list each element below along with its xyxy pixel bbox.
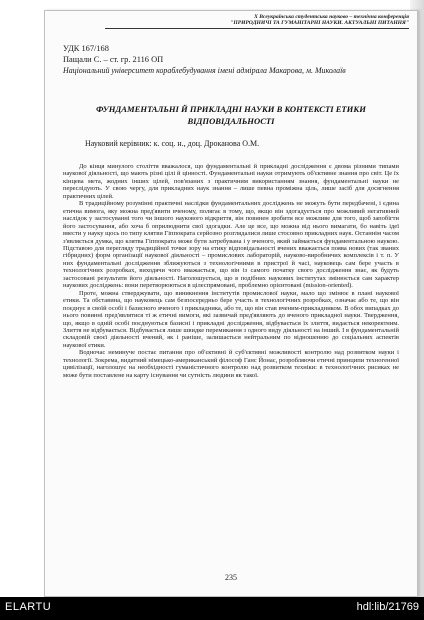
page-number: 235 <box>225 573 237 582</box>
paragraph: В традиційному розумінні практичні наслідки фундаментальних досліджень не можуть бути передбачені, і єдина етична вимога, яку можна пред'явити вченому, полягає в тому, що, якщо він здогадується про можливий негативний наслідок у застосуванні того чи іншого наукового відкриття, він повинен зробити все можливе для того, щоб запобігти його застосування, або хоча б оприлюднити свої здогадки. Але це все, що можна від нього вимагати, бо навіть ідеї ввести у науку щось по типу клятви Гіппократа серйозно розглядалися лише стосовно прикладних наук. Останнім часом з'являється думка, що клятва Гіппократа може бути затребувана і у вченого, який займається фундаментальною наукою. Підставою для перегляду традиційної точки зору на етику відповідальності вчених вважається поява нових (так званих гібридних) форм організації наукової діяльності – промислових лабораторій, науково-виробничих комплексів і т. п. У них фундаментальні дослідження зближуються з технологічними в пристрої й часі, науковець сам бере участь в технологічних розробках, виходячи чого вважається, що він із самого початку свого дослідження знає, як будуть застосовані результати його діяльності. Наголошується, що в подібних наукових інститутах змінюється сам характер наукових досліджень: вони перетворюються в цілеспрямовані, проблемно орієнтовані (mission-oriented). <box>63 200 399 290</box>
article-body <box>63 163 399 379</box>
scientific-supervisor: Науковий керівник: к. соц. н., доц. Дроканова О.М. <box>85 139 260 148</box>
paragraph: До кінця минулого століття вважалося, що фундаментальні й прикладні дослідження є двома різними типами наукової діяльності, що мають різні цілі й цінності. Фундаментальні науки отримують об'єктивне знання про світ. Це їх кінцева мета, жодних інших цілей, пов'язаних з практичним використанням знання, фундаментальні науки не переслідують. У свою чергу, для прикладних наук знання – лише певна проміжна ціль, лише засіб для досягнення практичних цілей. <box>63 163 399 200</box>
paragraph: Водночас неминуче постає питання про об'єктивні й суб'єктивні можливості контролю над розвитком науки і технології. Зокрема, видатний німецько-американський філософ Ганс Йонас, розробляючи етичні принципи техногенної цивілізації, наголошує на необхідності гуманістичного контролю над розвитком техніки: в технологічних рисиках не може бути поставлене на карту існування чи сутність людини як такої. <box>63 349 399 379</box>
repository-name: ELARTU <box>5 601 52 613</box>
author-line: Пащали С. – ст. гр. 2116 ОП <box>63 55 164 64</box>
header-line-2: "ПРИРОДНИЧІ ТА ГУМАНІТАРНІ НАУКИ. АКТУАЛЬНІ ПИТАННЯ" <box>230 20 409 27</box>
repository-footer <box>0 597 424 620</box>
header-line-1: X Всеукраїнська студентська науково – технічна конференція <box>254 14 409 20</box>
handle-id: hdl:lib/21769 <box>356 601 419 613</box>
conference-header <box>105 14 409 29</box>
article-title: ФУНДАМЕНТАЛЬНІ Й ПРИКЛАДНІ НАУКИ В КОНТЕКСТІ ЕТИКИ ВІДПОВІДАЛЬНОСТІ <box>96 104 366 126</box>
document-page <box>44 10 418 597</box>
affiliation: Національний університет кораблебудування імені адмірала Макарова, м. Миколаїв <box>63 66 346 75</box>
udk-code: УДК 167/168 <box>63 44 109 53</box>
paragraph: Проте, можна стверджувати, що виникнення інститутів промислової науки, мало що змінює в плані наукової етики. Та обставина, що науковець сам безпосередньо бере участь в технологічних розробках, означає або те, що він поєднує в своїй особі і базисного вченого і прикладника, або те, що він став вченим-прикладником. В обох випадках до нього повинні пред'являтися ті ж етичні вимоги, які зазвичай пред'являють до вченого прикладної науки. Твердження, що, якщо в одній особі поєднуються базисні і прикладні дослідження, відбувається їх злиття, видається некоректним. Злиття не відбувається. Відбувається лише швидке перемикання з одного виду діяльності на інший. І в фундаментальній складовій своєї діяльності вчений, як і раніше, залишається нейтральним по відношенню до соціальних аспектів наукової етики. <box>63 289 399 349</box>
